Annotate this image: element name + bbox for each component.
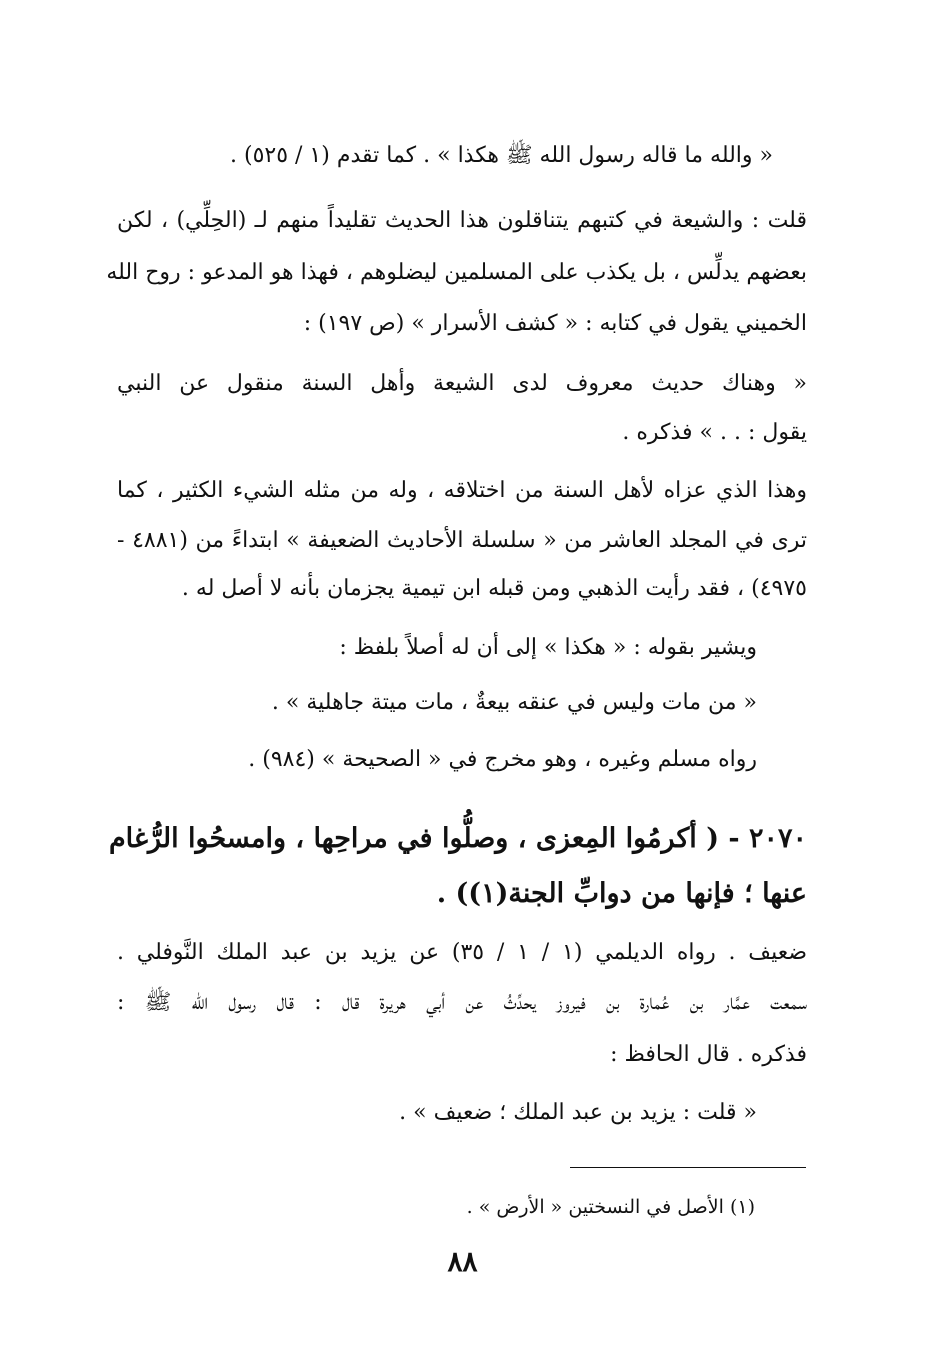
text-line: « من مات وليس في عنقه بيعةٌ ، مات ميتة جاهلية » . [271, 690, 757, 715]
text-line: ٤٩٧٥) ، فقد رأيت الذهبي ومن قبله ابن تيمية يجزمان بأنه لا أصل له . [181, 576, 807, 601]
page-number: ٨٨ [447, 1245, 478, 1278]
takhrij-line: فذكره . قال الحافظ : [610, 1042, 807, 1067]
takhrij-line: ضعيف . رواه الديلمي (١ / ١ / ٣٥) عن يزيد بن عبد الملك النَّوفلي . [117, 940, 808, 965]
text-line: « وهناك حديث معروف لدى الشيعة وأهل السنة منقول عن النبي [117, 371, 807, 396]
takhrij-line: سمعت عمَّار بن عُمارة بن فيروز يحدِّثُ عن أبي هريرة قال : قال رسول الله ﷺ : [117, 990, 807, 1015]
text-line: « والله ما قاله رسول الله ﷺ هكذا » . كما تقدم (١ / ٥٢٥) . [229, 143, 773, 168]
text-line: الخميني يقول في كتابه : « كشف الأسرار » (ص ١٩٧) : [303, 311, 807, 336]
text-line: بعضهم يدلِّس ، بل يكذب على المسلمين ليضلوهم ، فهذا هو المدعو : روح الله [106, 260, 807, 285]
text-line: ويشير بقوله : « هكذا » إلى أن له أصلاً بلفظ : [339, 635, 757, 660]
footnote: (١) الأصل في النسختين « الأرض » . [466, 1196, 755, 1218]
hadith-heading-line: ٢٠٧٠ - ( أكرمُوا المِعزى ، وصلُّوا في مراحِها ، وامسحُوا الرُّغام [108, 823, 807, 854]
text-line: قلت : والشيعة في كتبهم يتناقلون هذا الحديث تقليداً منهم لـ (الحِلِّي) ، لكن [117, 208, 807, 233]
footnote-separator [570, 1167, 806, 1168]
text-line: رواه مسلم وغيره ، وهو مخرج في « الصحيحة » (٩٨٤) . [248, 747, 757, 772]
text-line: وهذا الذي عزاه لأهل السنة من اختلاقه ، وله من مثله الشيء الكثير ، كما [117, 478, 807, 503]
hadith-heading-line: عنها ؛ فإنها من دوابِّ الجنة(١)) . [436, 878, 807, 909]
takhrij-quote: « قلت : يزيد بن عبد الملك ؛ ضعيف » . [399, 1100, 757, 1125]
text-line: يقول : . . » فذكره . [622, 420, 807, 445]
text-line: ترى في المجلد العاشر من « سلسلة الأحاديث الضعيفة » ابتداءً من (٤٨٨١ - [117, 528, 807, 553]
